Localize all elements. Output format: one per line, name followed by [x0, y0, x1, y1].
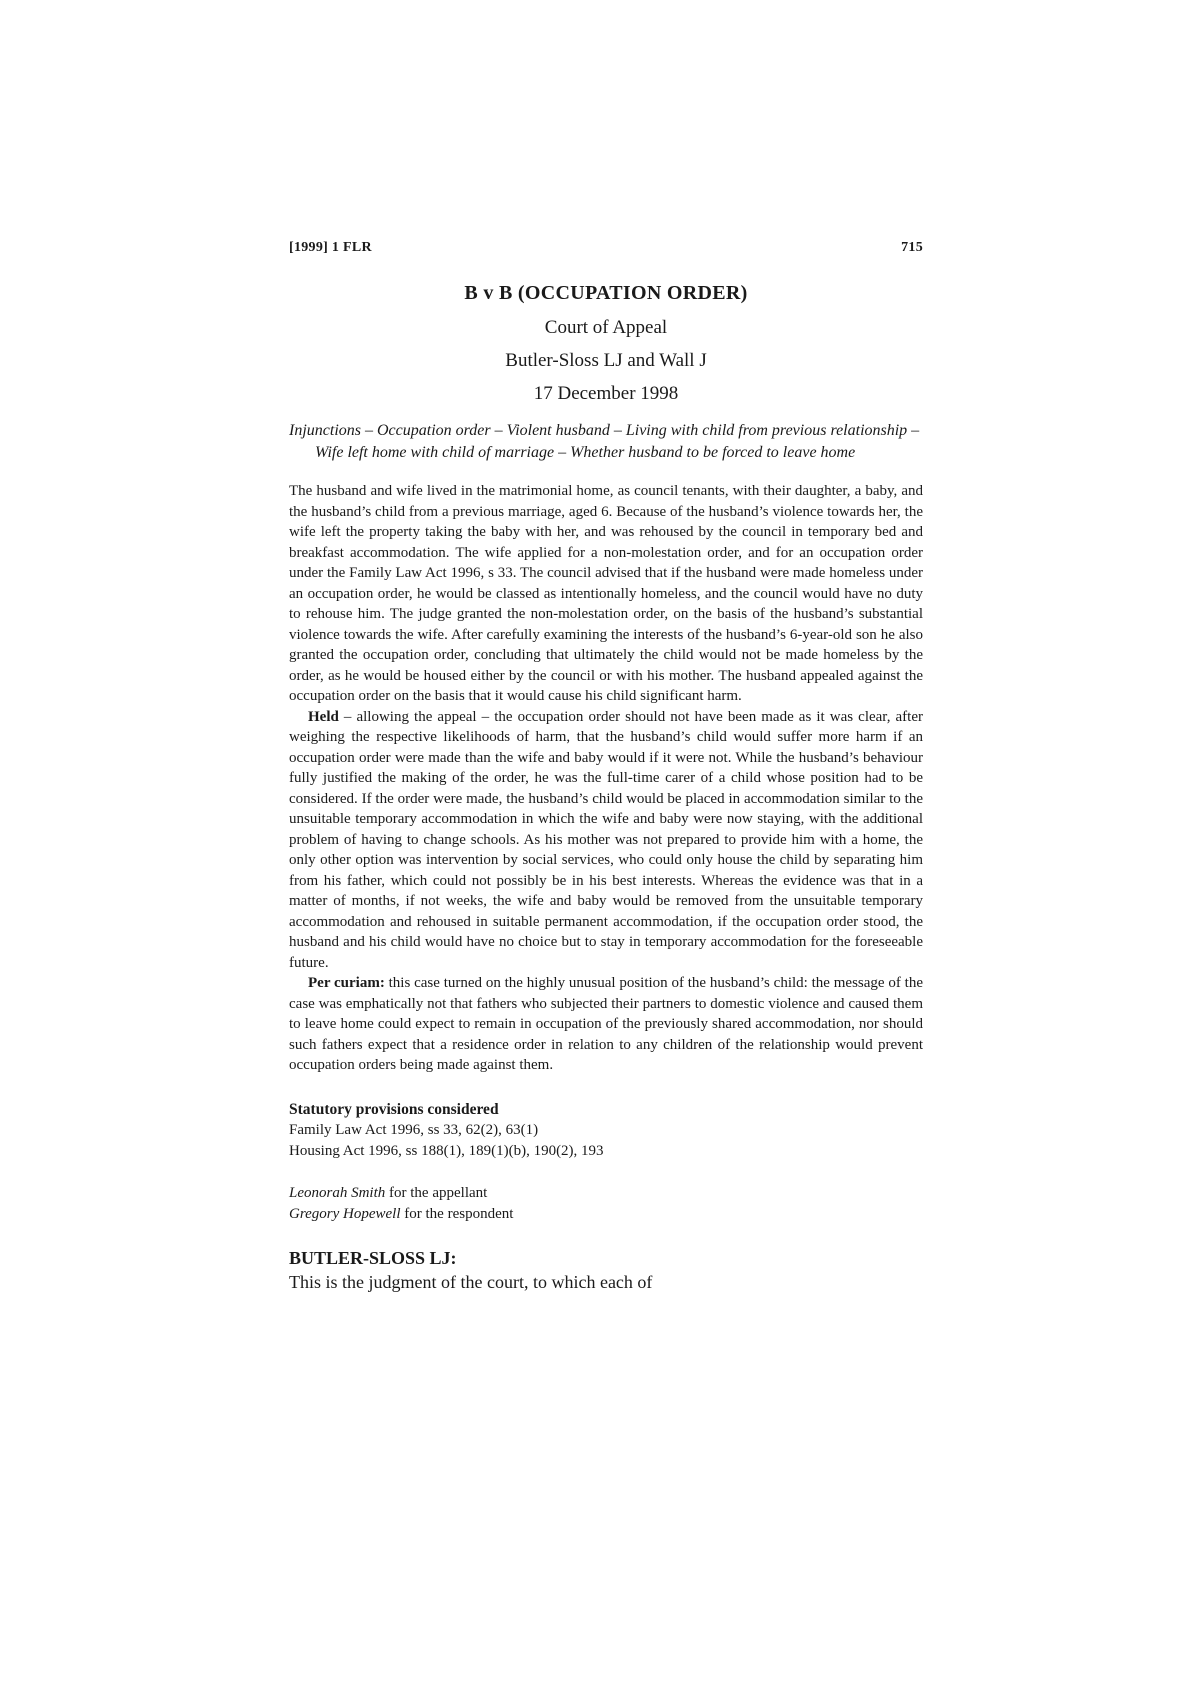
case-title: B v B (OCCUPATION ORDER)	[464, 282, 748, 304]
statutory-heading: Statutory provisions considered	[289, 1100, 499, 1118]
counsel-role: for the respondent	[400, 1205, 514, 1222]
decision-date: 17 December 1998	[533, 383, 679, 404]
judges-line: Butler-Sloss LJ and Wall J	[505, 350, 707, 371]
counsel-list	[289, 1183, 923, 1224]
judgment-opening: This is the judgment of the court, to which each of	[289, 1272, 653, 1292]
counsel-name: Leonorah Smith	[289, 1185, 386, 1201]
document-page	[289, 240, 923, 1293]
counsel-entry	[289, 1183, 923, 1204]
running-header	[289, 240, 923, 256]
judge-heading: BUTLER-SLOSS LJ:	[289, 1248, 457, 1268]
per-curiam-label: Per curiam:	[308, 975, 385, 991]
statute-item: Housing Act 1996, ss 188(1), 189(1)(b), 190(2), 193	[289, 1142, 604, 1159]
catchwords: Injunctions – Occupation order – Violent husband – Living with child from previous relationship – Wife left home with child of marriage – Whether husband to be forced to leave home	[289, 422, 920, 461]
per-curiam-text: this case turned on the highly unusual position of the husband’s child: the message of the case was emphatically not that fathers who subjected their partners to domestic violence and caused them to leave home could expect to remain in occupation of the previously shared accommodation, nor should such fathers expect that a residence order in relation to any children of the relationship would prevent occupation orders being made against them.	[289, 975, 923, 1073]
statute-item: Family Law Act 1996, ss 33, 62(2), 63(1)	[289, 1122, 539, 1138]
headnote-held	[289, 707, 923, 974]
report-citation: [1999] 1 FLR	[289, 240, 372, 255]
counsel-entry	[289, 1204, 923, 1225]
held-text: – allowing the appeal – the occupation order should not have been made as it was clear, after weighing the respective likelihoods of harm, that the husband’s child would suffer more harm if an occupation order were made than the wife and baby would if it were not. While the husband’s behaviour fully justified the making of the order, he was the full-time carer of a child whose position had to be considered. If the order were made, the husband’s child would be placed in accommodation similar to the unsuitable temporary accommodation in which the wife and baby were now staying, with the additional problem of having to change schools. As his mother was not prepared to provide him with a home, the only other option was intervention by social services, who could only house the child by separating him from his father, which could not possibly be in his best interests. Whereas the evidence was that in a matter of months, if not weeks, the wife and baby would be removed from the unsuitable temporary accommodation and rehoused in suitable permanent accommodation, if the occupation order stood, the husband and his child would have no choice but to stay in temporary accommodation for the foreseeable future.	[289, 708, 923, 971]
headnote-facts: The husband and wife lived in the matrimonial home, as council tenants, with their daughter, a baby, and the husband’s child from a previous marriage, aged 6. Because of the husband’s violence towards her, the wife left the property taking the baby with her, and was rehoused by the council in temporary bed and breakfast accommodation. The wife applied for a non-molestation order, and for an occupation order under the Family Law Act 1996, s 33. The council advised that if the husband were made homeless under an occupation order, he would be classed as intentionally homeless, and the council would have no duty to rehouse him. The judge granted the non-molestation order, on the basis of the husband’s substantial violence towards the wife. After carefully examining the interests of the husband’s 6-year-old son he also granted the occupation order, concluding that ultimately the child would not be made homeless by the order, as he would be housed either by the council or with his mother. The husband appealed against the occupation order on the basis that it would cause his child significant harm.	[289, 483, 923, 704]
counsel-role: for the appellant	[385, 1185, 488, 1201]
counsel-name: Gregory Hopewell	[289, 1205, 401, 1222]
held-label: Held	[308, 708, 339, 725]
page-number: 715	[901, 240, 923, 255]
headnote-per-curiam	[289, 973, 923, 1076]
court-name: Court of Appeal	[544, 317, 668, 338]
